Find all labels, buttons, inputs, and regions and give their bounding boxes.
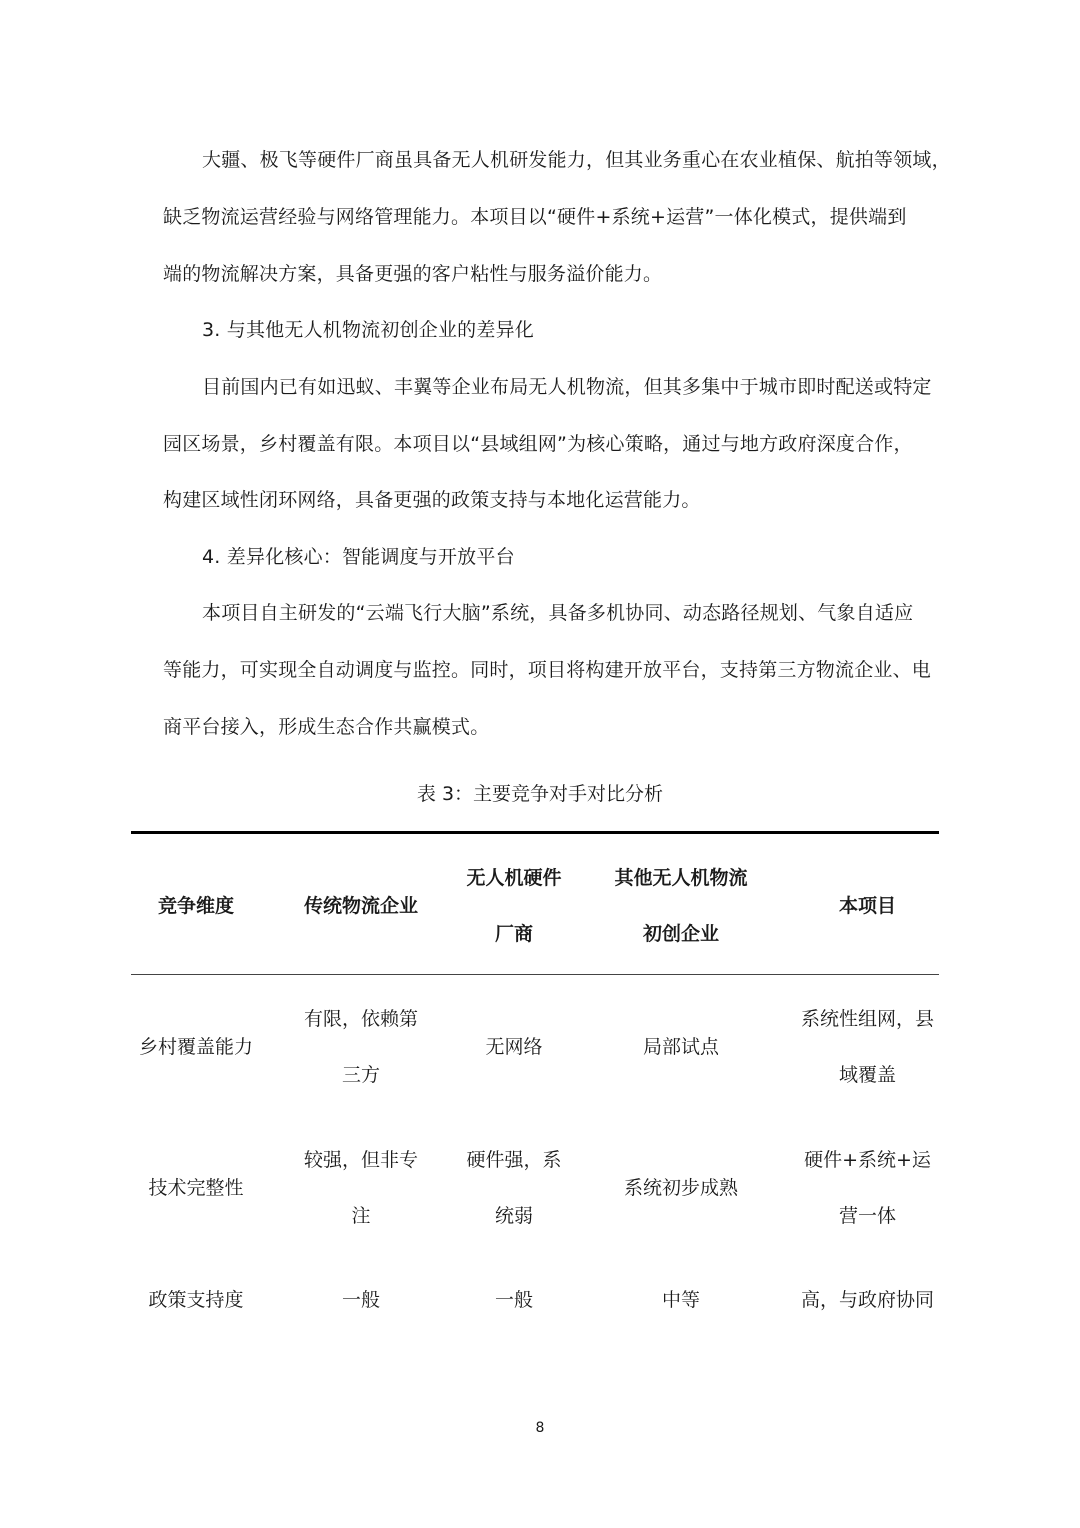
table-header-rule (131, 974, 939, 975)
table-header-cell: 传统物流企业 (303, 895, 418, 917)
paragraph-line: 端的物流解决方案，具备更强的客户粘性与服务溢价能力。 (163, 263, 663, 285)
table-cell: 域覆盖 (838, 1064, 896, 1086)
table-cell: 较强，但非专 (303, 1149, 418, 1171)
table-cell: 一般 (494, 1289, 533, 1311)
paragraph-line: 商平台接入，形成生态合作共赢模式。 (163, 716, 490, 738)
table-cell: 统弱 (494, 1205, 533, 1227)
paragraph-line: 目前国内已有如迅蚁、丰翼等企业布局无人机物流，但其多集中于城市即时配送或特定 (202, 376, 932, 398)
table-cell: 系统性组网，县 (800, 1008, 934, 1030)
paragraph-line: 等能力，可实现全自动调度与监控。同时，项目将构建开放平台，支持第三方物流企业、电 (163, 659, 932, 681)
table-cell: 硬件强，系 (466, 1149, 562, 1171)
table-header-cell: 本项目 (838, 895, 896, 917)
table-cell: 营一体 (838, 1205, 896, 1227)
table-header-cell: 厂商 (494, 923, 533, 945)
table-cell: 无网络 (485, 1036, 543, 1058)
table-header-cell: 无人机硬件 (466, 867, 562, 889)
table-header-cell: 竞争维度 (157, 895, 234, 917)
paragraph-line: 构建区域性闭环网络，具备更强的政策支持与本地化运营能力。 (163, 489, 701, 511)
section-heading: 3. 与其他无人机物流初创企业的差异化 (202, 319, 534, 341)
table-cell: 高，与政府协同 (800, 1289, 934, 1311)
table-cell: 注 (351, 1205, 371, 1227)
table-cell: 政策支持度 (148, 1289, 244, 1311)
table-cell: 一般 (341, 1289, 380, 1311)
paragraph-line: 缺乏物流运营经验与网络管理能力。本项目以“硬件+系统+运营”一体化模式，提供端到 (163, 206, 907, 228)
paragraph-line: 园区场景，乡村覆盖有限。本项目以“县域组网”为核心策略，通过与地方政府深度合作， (163, 433, 913, 455)
table-cell: 有限，依赖第 (303, 1008, 418, 1030)
table-top-rule (131, 831, 939, 834)
table-cell: 局部试点 (642, 1036, 719, 1058)
table-header-cell: 初创企业 (642, 923, 719, 945)
page-number: 8 (535, 1420, 545, 1436)
table-cell: 乡村覆盖能力 (138, 1036, 253, 1058)
table-cell: 系统初步成熟 (623, 1177, 738, 1199)
table-cell: 硬件+系统+运 (804, 1149, 931, 1171)
table-caption: 表 3：主要竞争对手对比分析 (416, 783, 664, 805)
table-cell: 中等 (661, 1289, 700, 1311)
table-cell: 三方 (341, 1064, 380, 1086)
table-header-cell: 其他无人机物流 (614, 867, 748, 889)
paragraph-line: 本项目自主研发的“云端飞行大脑”系统，具备多机协同、动态路径规划、气象自适应 (202, 602, 914, 624)
paragraph-line: 大疆、极飞等硬件厂商虽具备无人机研发能力，但其业务重心在农业植保、航拍等领域， (202, 149, 951, 171)
section-heading: 4. 差异化核心：智能调度与开放平台 (202, 546, 515, 568)
table-cell: 技术完整性 (148, 1177, 244, 1199)
